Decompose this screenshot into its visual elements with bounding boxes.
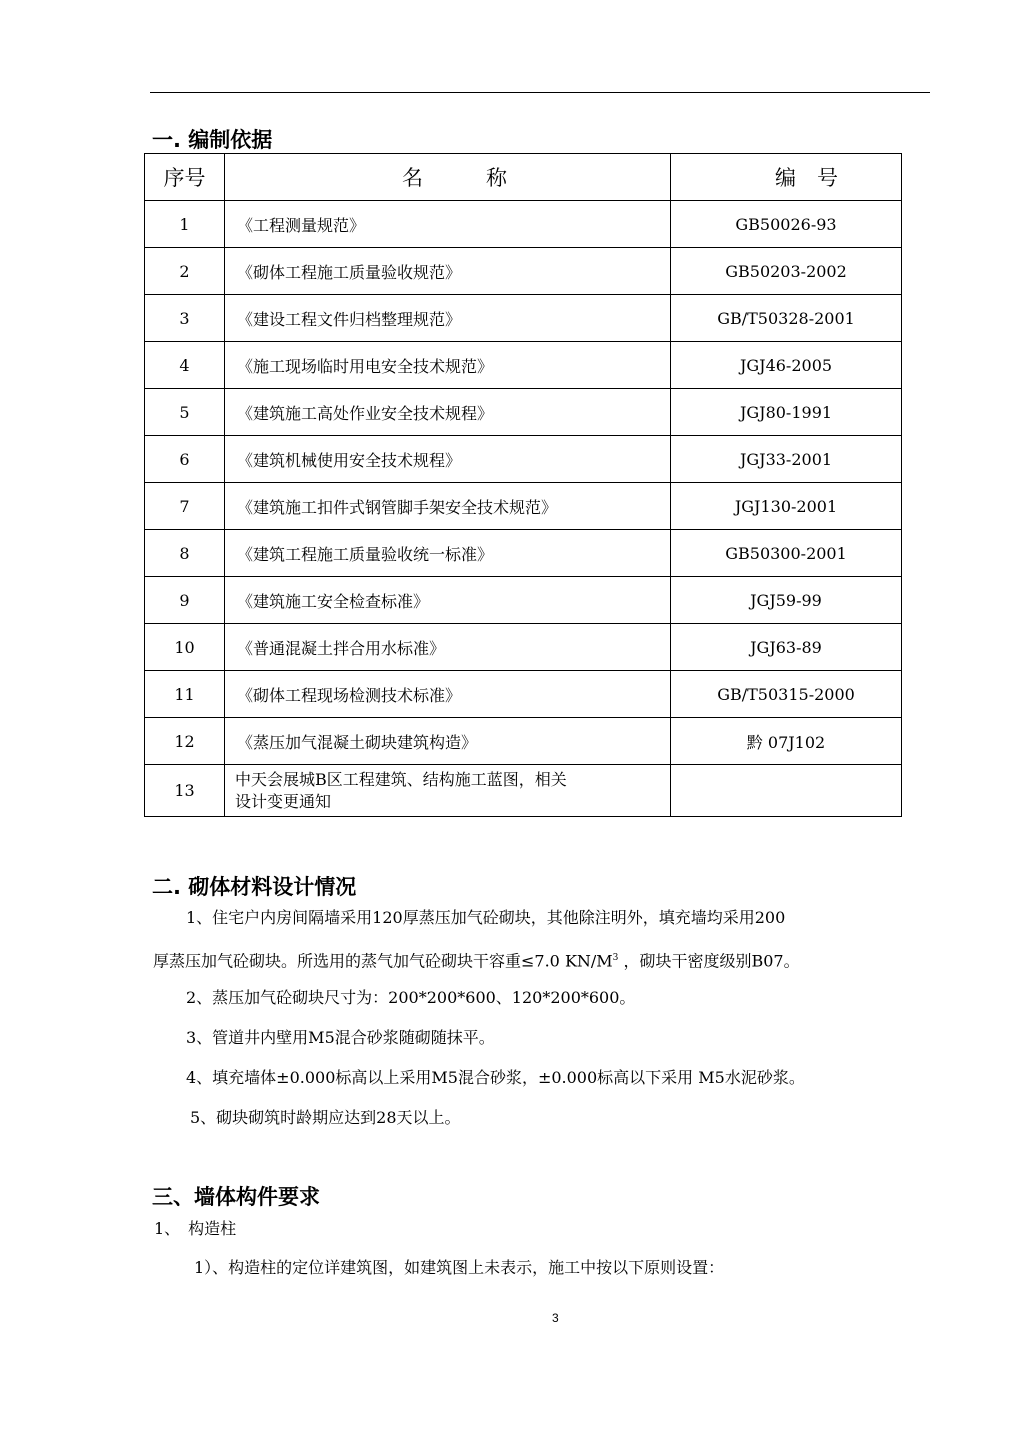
row-no: 4 [145,342,225,389]
table-row [145,671,902,718]
s2-paragraph-5: 5、砌块砌筑时龄期应达到28天以上。 [190,1108,461,1127]
table-row [145,577,902,624]
row-name: 《普通混凝土拌合用水标准》 [225,624,671,671]
row-no: 1 [145,201,225,248]
row-name: 《建筑施工扣件式钢管脚手架安全技术规范》 [225,483,671,530]
row-name-line-1: 中天会展城B区工程建筑、结构施工蓝图，相关 [235,769,567,789]
page-number: 3 [552,1311,559,1325]
row-code: GB/T50315-2000 [671,671,902,718]
s2-p1-text-b: ，砌块干密度级别B07。 [618,951,800,971]
s2-paragraph-1-line-2 [153,947,800,972]
row-no: 13 [145,765,225,817]
row-name: 《建筑机械使用安全技术规程》 [225,436,671,483]
s2-paragraph-3: 3、管道井内壁用M5混合砂浆随砌随抹平。 [186,1028,495,1047]
section-2-title: 二. 砌体材料设计情况 [152,875,357,899]
row-code: JGJ130-2001 [671,483,902,530]
row-no: 12 [145,718,225,765]
table-row [145,624,902,671]
row-name: 《建筑施工高处作业安全技术规程》 [225,389,671,436]
row-name [225,765,671,817]
table-row [145,342,902,389]
row-code: JGJ59-99 [671,577,902,624]
s3-item-1: 1、 构造柱 [154,1219,237,1238]
row-code [671,765,902,817]
section-1-title: 一. 编制依据 [152,128,273,152]
s2-paragraph-4: 4、填充墙体±0.000标高以上采用M5混合砂浆，±0.000标高以下采用 M5水泥砂浆。 [186,1068,805,1087]
table-row [145,436,902,483]
row-no: 3 [145,295,225,342]
row-no: 5 [145,389,225,436]
header-name: 名 称 [225,154,671,201]
row-name-line-2: 设计变更通知 [235,791,332,811]
s3-item-1-1: 1）、构造柱的定位详建筑图，如建筑图上未表示，施工中按以下原则设置： [194,1258,725,1277]
table-row [145,483,902,530]
row-name: 《建筑施工安全检查标准》 [225,577,671,624]
row-no: 11 [145,671,225,718]
table-header-row [145,154,902,201]
table-row [145,718,902,765]
table-row [145,248,902,295]
header-no: 序号 [145,154,225,201]
header-rule [150,92,930,93]
row-no: 6 [145,436,225,483]
row-no: 2 [145,248,225,295]
row-name: 《蒸压加气混凝土砌块建筑构造》 [225,718,671,765]
row-code: JGJ33-2001 [671,436,902,483]
row-name: 《工程测量规范》 [225,201,671,248]
row-code: GB/T50328-2001 [671,295,902,342]
row-no: 9 [145,577,225,624]
row-code: GB50026-93 [671,201,902,248]
row-name: 《施工现场临时用电安全技术规范》 [225,342,671,389]
row-no: 8 [145,530,225,577]
table-row [145,530,902,577]
row-code: JGJ80-1991 [671,389,902,436]
row-code: GB50300-2001 [671,530,902,577]
row-code: JGJ63-89 [671,624,902,671]
header-code: 编 号 [671,154,902,201]
row-name: 《建设工程文件归档整理规范》 [225,295,671,342]
row-name: 《砌体工程施工质量验收规范》 [225,248,671,295]
row-code: 黔 07J102 [671,718,902,765]
s2-paragraph-2: 2、蒸压加气砼砌块尺寸为：200*200*600、120*200*600。 [186,988,636,1007]
table-row [145,389,902,436]
row-code: JGJ46-2005 [671,342,902,389]
s2-paragraph-1-line-1: 1、住宅户内房间隔墙采用120厚蒸压加气砼砌块，其他除注明外，填充墙均采用200 [186,908,786,927]
row-code: GB50203-2002 [671,248,902,295]
row-name: 《建筑工程施工质量验收统一标准》 [225,530,671,577]
table-row [145,295,902,342]
basis-table [144,153,902,817]
row-name: 《砌体工程现场检测技术标准》 [225,671,671,718]
row-no: 10 [145,624,225,671]
table-row [145,201,902,248]
table-row-13 [145,765,902,817]
section-3-title: 三、墙体构件要求 [152,1185,320,1209]
s2-p1-text-a: 厚蒸压加气砼砌块。所选用的蒸气加气砼砌块干容重≤7.0 KN/M [153,951,613,971]
row-no: 7 [145,483,225,530]
s2-p1-superscript: 3 [612,953,619,963]
